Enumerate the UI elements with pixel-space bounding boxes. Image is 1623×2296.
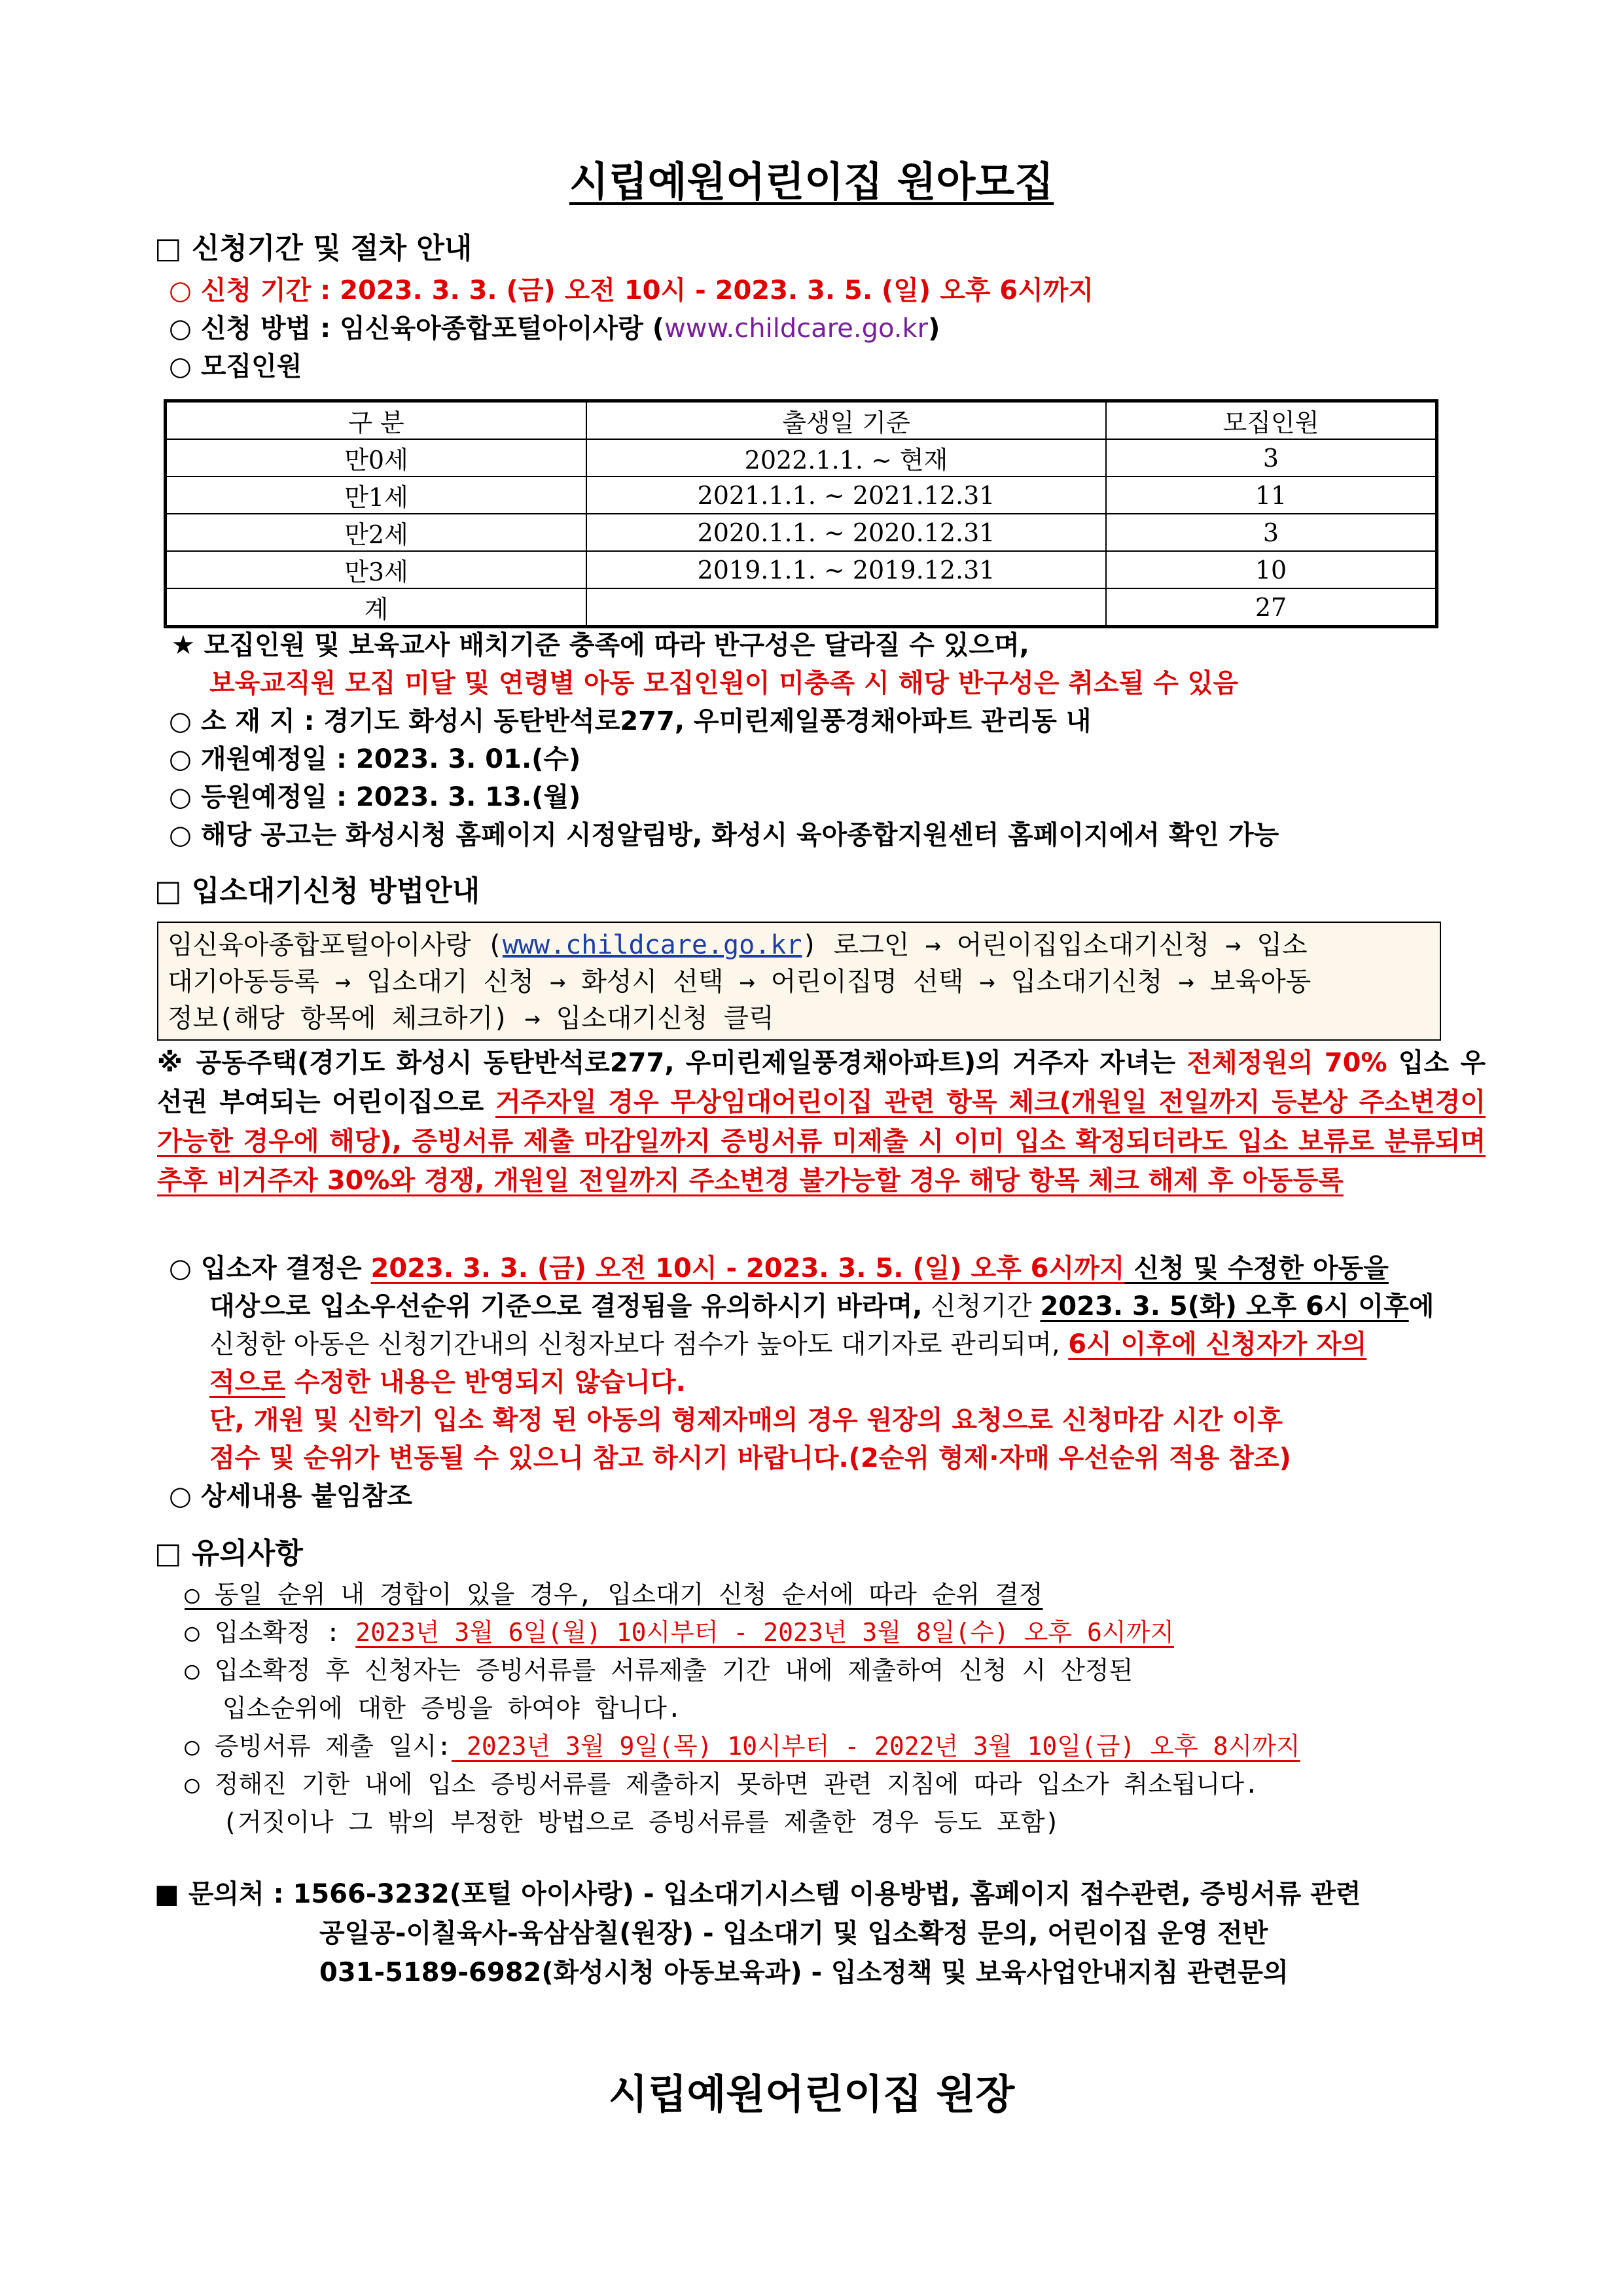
note-text: ○ 동일 순위 내 경합이 있을 경우, 입소대기 신청 순서에 따라 순위 결정 <box>185 1580 1043 1609</box>
decision-line-6: 점수 및 순위가 변동될 수 있으니 참고 하시기 바랍니다.(2순위 형제·자매 우선순위 적용 참조) <box>209 1443 1291 1473</box>
decision-line-1 <box>169 1250 1389 1287</box>
decision-text: 신청한 아동은 신청기간내의 신청자보다 점수가 높아도 대기자로 관리되며, <box>209 1329 1069 1359</box>
section-heading-waitlist: □ 입소대기신청 방법안내 <box>154 874 480 908</box>
procedure-line-3: 정보(해당 항목에 체크하기) → 입소대기신청 클릭 <box>168 1003 774 1033</box>
contact-line-3: 031-5189-6982(화성시청 아동보육과) - 입소정책 및 보육사업안내지침 관련문의 <box>319 1958 1289 1988</box>
section-heading-application: □ 신청기간 및 절차 안내 <box>154 232 473 265</box>
application-method-label: ○ 신청 방법 : 임신육아종합포털아이사랑 ( <box>169 314 665 344</box>
note-item-4 <box>185 1728 1300 1765</box>
decision-period: 2023. 3. 3. (금) 오전 10시 - 2023. 3. 5. (일) 오후 6시까지 <box>370 1253 1125 1283</box>
note-item-5-cont: (거짓이나 그 밖의 부정한 방법으로 증빙서류를 제출한 경우 등도 포함) <box>223 1808 1060 1837</box>
table-header: 모집인원 <box>1106 401 1437 440</box>
recruit-label: ○ 모집인원 <box>169 351 302 382</box>
decision-text: 에 <box>1408 1291 1435 1321</box>
childcare-link-box[interactable]: www.childcare.go.kr <box>502 930 802 960</box>
location-info: ○ 소 재 지 : 경기도 화성시 동탄반석로277, 우미린제일풍경채아파트 관리동 내 <box>169 706 1092 736</box>
procedure-line-1 <box>168 927 1431 963</box>
signature: 시립예원어린이집 원장 <box>608 2070 1015 2118</box>
table-cell: 3 <box>1106 439 1437 476</box>
table-cell: 만1세 <box>166 476 587 514</box>
decision-line-3 <box>209 1326 1366 1363</box>
application-method <box>169 310 940 347</box>
note-item-3-cont: 입소순위에 대한 증빙을 하여야 합니다. <box>223 1694 682 1723</box>
decision-text: ○ 입소자 결정은 <box>169 1253 371 1283</box>
page-title <box>0 149 1623 207</box>
decision-warning: 적으로 <box>209 1367 285 1397</box>
table-row <box>166 439 1437 476</box>
remark-text: ※ 공동주택(경기도 화성시 동탄반석로277, 우미린제일풍경채아파트)의 거주자 자녀는 <box>157 1048 1187 1078</box>
table-row <box>166 476 1437 514</box>
recruitment-table <box>164 399 1438 628</box>
attend-date-info: ○ 등원예정일 : 2023. 3. 13.(월) <box>169 782 581 812</box>
decision-line-5: 단, 개원 및 신학기 입소 확정 된 아동의 형제자매의 경우 원장의 요청으로 신청마감 시간 이후 <box>209 1405 1283 1435</box>
table-cell: 2020.1.1. ~ 2020.12.31 <box>586 514 1106 551</box>
remark-quota: 전체정원의 70% <box>1186 1048 1387 1078</box>
decision-line-2 <box>209 1288 1434 1325</box>
decision-line-7: ○ 상세내용 붙임참조 <box>169 1481 412 1511</box>
decision-line-4 <box>209 1364 686 1401</box>
application-period: ○ 신청 기간 : 2023. 3. 3. (금) 오전 10시 - 2023. 3. 5. (일) 오후 6시까지 <box>169 276 1094 306</box>
procedure-text: ) 로그인 → 어린이집입소대기신청 → 입소 <box>802 930 1308 960</box>
note-docs-period: 2023년 3월 9일(목) 10시부터 - 2022년 3월 10일(금) 오후 8시까지 <box>452 1732 1300 1761</box>
decision-warning: 6시 이후에 신청자가 자의 <box>1068 1329 1367 1359</box>
waitlist-procedure-box <box>157 922 1441 1041</box>
contact-line-1: ■ 문의처 : 1566-3232(포털 아이사랑) - 입소대기시스템 이용방법, 홈페이지 접수관련, 증빙서류 관련 <box>154 1879 1361 1909</box>
remark-warning: 거주자일 경우 무상임대어린이집 관련 항목 체크(개원일 전일까지 등본상 주소변경이 가능한 경우에 해당), 증빙서류 제출 마감일까지 증빙서류 미제출 시 이미 입소 확정되더라도 입소 보류로 분류되며 추후 비거주자 30%와 경쟁, 개원일 전일까지 주소변경 불가능할 경우 해당 항목 체크 해제 후 아동등록 <box>157 1087 1486 1196</box>
section-heading-notes: □ 유의사항 <box>154 1537 303 1570</box>
table-cell: 만2세 <box>166 514 587 551</box>
procedure-line-2: 대기아동등록 → 입소대기 신청 → 화성시 선택 → 어린이집명 선택 → 입소대기신청 → 보육아동 <box>168 967 1311 997</box>
star-note: ★ 모집인원 및 보육교사 배치기준 충족에 따라 반구성은 달라질 수 있으며, <box>171 630 1029 660</box>
decision-text: 대상으로 입소우선순위 기준으로 결정됨을 유의하시기 바라며, <box>209 1291 923 1321</box>
table-header: 구 분 <box>166 401 587 440</box>
resident-priority-remark <box>157 1043 1486 1200</box>
table-cell: 2022.1.1. ~ 현재 <box>586 439 1106 476</box>
note-item-2 <box>185 1614 1174 1651</box>
table-cell: 2021.1.1. ~ 2021.12.31 <box>586 476 1106 514</box>
table-row <box>166 551 1437 588</box>
note-text: ○ 증빙서류 제출 일시: <box>185 1732 452 1761</box>
decision-text: 신청 및 수정한 아동을 <box>1124 1253 1389 1283</box>
table-row <box>166 514 1437 551</box>
table-cell: 계 <box>166 588 587 627</box>
decision-deadline: 2023. 3. 5(화) 오후 6시 이후 <box>1040 1291 1409 1321</box>
table-cell: 11 <box>1106 476 1437 514</box>
page-title-text: 시립예원어린이집 원아모집 <box>569 158 1054 206</box>
childcare-link[interactable]: www.childcare.go.kr <box>664 314 929 344</box>
decision-text: 신청기간 <box>922 1291 1041 1321</box>
table-cell: 만3세 <box>166 551 587 588</box>
note-text: ○ 입소확정 : <box>185 1618 356 1647</box>
note-confirm-period: 2023년 3월 6일(월) 10시부터 - 2023년 3월 8일(수) 오후 6시까지 <box>355 1618 1175 1647</box>
table-cell <box>586 588 1106 627</box>
note-item-5: ○ 정해진 기한 내에 입소 증빙서류를 제출하지 못하면 관련 지침에 따라 입소가 취소됩니다. <box>185 1770 1259 1799</box>
procedure-text: 임신육아종합포털아이사랑 ( <box>168 930 503 960</box>
note-item-1 <box>185 1576 1043 1613</box>
contact-line-2: 공일공-이칠육사-육삼삼칠(원장) - 입소대기 및 입소확정 문의, 어린이집 운영 전반 <box>319 1918 1268 1948</box>
notice-info: ○ 해당 공고는 화성시청 홈페이지 시정알림방, 화성시 육아종합지원센터 홈페이지에서 확인 가능 <box>169 820 1279 850</box>
remark-text: 입소 우선권 부여되는 어린이집으로 <box>157 1048 1486 1117</box>
table-cell: 만0세 <box>166 439 587 476</box>
table-cell: 2019.1.1. ~ 2019.12.31 <box>586 551 1106 588</box>
star-note-warning: 보육교직원 모집 미달 및 연령별 아동 모집인원이 미충족 시 해당 반구성은 취소될 수 있음 <box>209 668 1239 698</box>
table-row-total <box>166 588 1437 627</box>
decision-warning: 수정한 내용은 반영되지 않습니다. <box>285 1367 686 1397</box>
table-cell: 3 <box>1106 514 1437 551</box>
table-cell: 27 <box>1106 588 1437 627</box>
open-date-info: ○ 개원예정일 : 2023. 3. 01.(수) <box>169 744 581 774</box>
table-cell: 10 <box>1106 551 1437 588</box>
application-method-suffix: ) <box>928 314 940 344</box>
table-header-row <box>166 401 1437 440</box>
note-item-3: ○ 입소확정 후 신청자는 증빙서류를 서류제출 기간 내에 제출하여 신청 시 산정된 <box>185 1656 1133 1685</box>
table-header: 출생일 기준 <box>586 401 1106 440</box>
